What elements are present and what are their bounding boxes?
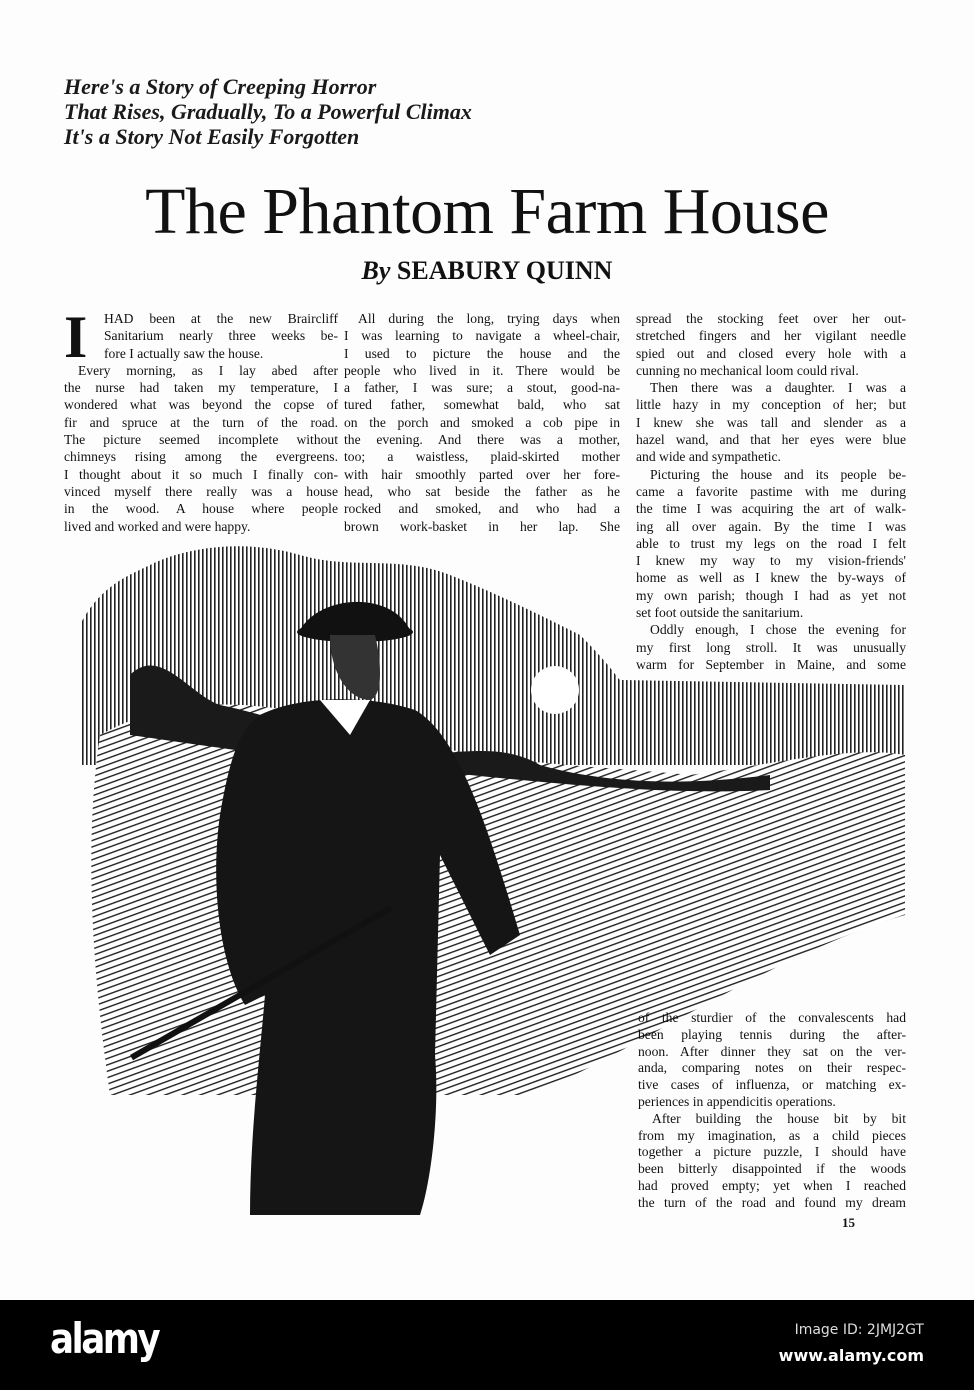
text-line: I used to picture the house and the [344,345,620,361]
text-line: Sanitarium nearly three weeks be- [104,328,338,344]
text-line: and wide and sympathetic. [636,449,781,465]
text-line: hazel wand, and that her eyes were blue [636,432,906,448]
text-line: The picture seemed incomplete without [64,432,338,448]
text-line: chimneys rising among the evergreens. [64,449,338,465]
text-line: Picturing the house and its people be- [650,466,906,482]
drop-cap: I [64,312,88,362]
text-line: periences in appendicitis operations. [638,1093,836,1109]
text-line: able to trust my legs on the road I felt [636,535,906,551]
text-line: came a favorite pastime with me during [636,483,906,499]
text-line: anda, comparing notes on their respec- [638,1060,906,1076]
text-line: Oddly enough, I chose the evening for [650,622,906,638]
text-column-3-bottom [638,1010,906,1212]
text-line: in the wood. A house where people [64,501,338,517]
site-url: www.alamy.com [778,1346,924,1365]
text-line: little hazy in my conception of her; but [636,397,906,413]
text-line: fir and spruce at the turn of the road. [64,414,338,430]
byline-by: By [361,256,391,285]
page-number: 15 [842,1215,855,1230]
text-line: HAD been at the new Braircliff [104,311,338,326]
text-line: All during the long, trying days when [358,311,620,326]
text-line: my own parish; though I had as yet not [636,587,906,603]
text-column-2 [344,310,620,535]
text-line: I was learning to navigate a wheel-chair, [344,328,620,344]
text-line: After building the house bit by bit [652,1110,906,1126]
text-line: noon. After dinner they sat on the ver- [638,1043,906,1059]
author-name: SEABURY QUINN [396,256,613,285]
text-line: I thought about it so much I finally con- [64,466,338,482]
watermark-footer [0,1300,974,1390]
text-line: been bitterly disappointed if the woods [638,1161,906,1177]
text-line: vinced myself there really was a house [64,483,338,499]
text-line: cunning no mechanical loom could rival. [636,362,859,378]
text-line: head, who sat beside the father as he [344,483,620,499]
text-line: wondered what was beyond the copse of [64,397,338,413]
text-column-3-top [636,310,906,673]
text-line: set foot outside the sanitarium. [636,605,804,621]
text-line: the time I was acquiring the art of walk- [636,501,906,517]
text-line: brown work-basket in her lap. She [344,518,620,534]
text-line: fore I actually saw the house. [104,345,264,361]
text-line: lived and worked and were happy. [64,518,251,534]
text-line: my first long stroll. It was unusually [636,639,906,655]
image-id: Image ID: 2JMJ2GT [794,1322,924,1338]
text-line: tured father, somewhat bald, who sat [344,397,620,413]
text-column-1 [64,310,338,535]
text-line: together a picture puzzle, I should have [638,1144,906,1160]
text-line: spied out and closed every hole with a [636,345,906,361]
text-line: with hair smoothly parted over her fore- [344,466,620,482]
text-line: I knew my way to my vision-friends' [636,553,906,569]
alamy-logo: alamy [50,1314,159,1363]
text-line: the nurse had taken my temperature, I [64,380,338,396]
text-line: a father, I was sure; a stout, good-na- [344,380,620,396]
text-line: been playing tennis during the after- [638,1026,906,1042]
text-line: ing all over again. By the time I was [636,518,906,534]
story-title: The Phantom Farm House [145,175,829,248]
teaser-line: Here's a Story of Creeping Horror [64,74,377,99]
text-line: spread the stocking feet over her out- [636,311,906,326]
text-line: on the porch and smoked a cob pipe in [344,414,620,430]
text-line: the turn of the road and found my dream [638,1194,906,1210]
text-line: home as well as I knew the by-ways of [636,570,906,586]
story-teaser [64,74,472,149]
teaser-line: It's a Story Not Easily Forgotten [64,124,360,149]
text-line: from my imagination, as a child pieces [638,1127,906,1143]
text-line: Then there was a daughter. I was a [650,380,906,396]
teaser-line: That Rises, Gradually, To a Powerful Climax [64,99,472,124]
text-line: of the sturdier of the convalescents had [638,1010,906,1025]
text-line: too; a waistless, plaid-skirted mother [344,449,620,465]
text-line: I knew she was tall and slender as a [636,414,906,430]
text-line: the evening. And there was a mother, [344,432,620,448]
moon [531,666,579,714]
text-line: warm for September in Maine, and some [636,656,906,672]
text-line: rocked and smoked, and who had a [344,501,620,517]
text-line: had proved empty; yet when I reached [638,1177,906,1193]
text-line: stretched fingers and her vigilant needle [636,328,906,344]
text-line: people who lived in it. There would be [344,362,620,378]
text-line: Every morning, as I lay abed after [78,362,338,378]
byline [0,256,974,286]
text-line: tive cases of influenza, or matching ex- [638,1077,906,1093]
